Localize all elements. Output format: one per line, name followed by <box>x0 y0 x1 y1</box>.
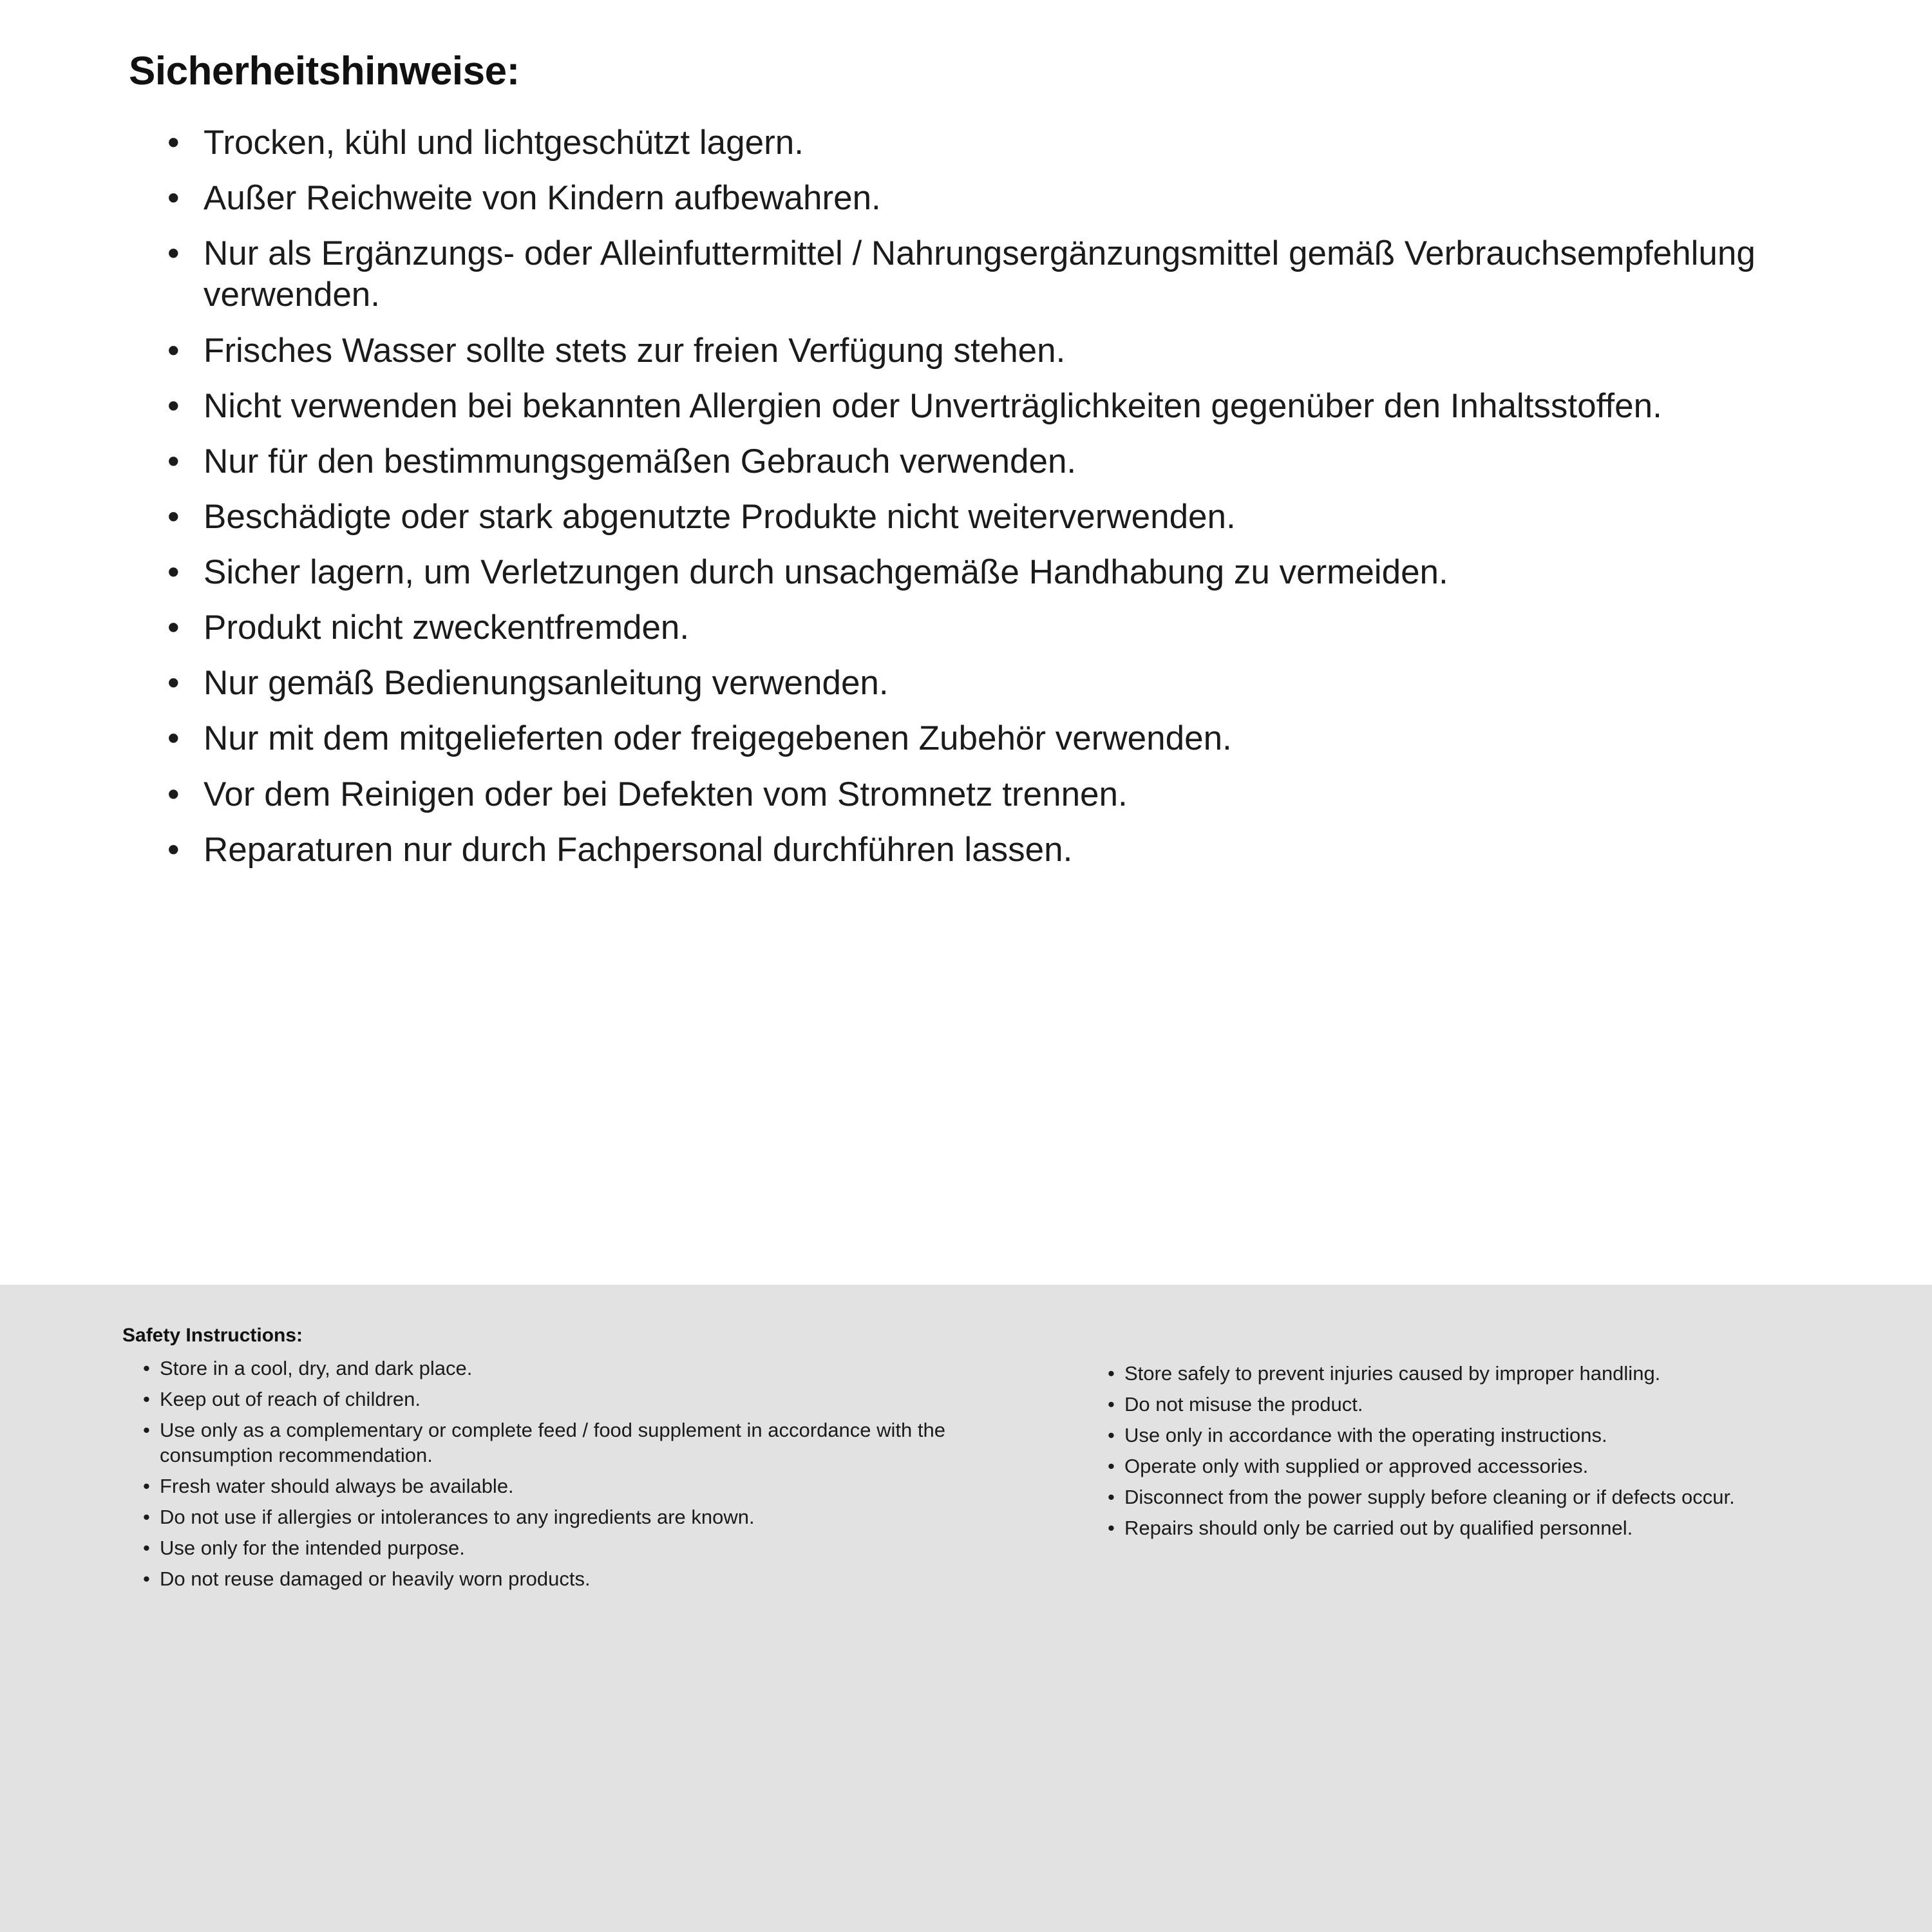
bullet-icon: • <box>167 331 180 370</box>
bullet-icon: • <box>167 664 180 703</box>
bullet-icon: • <box>167 179 180 218</box>
list-item <box>1108 1423 1861 1448</box>
bullet-icon: • <box>143 1475 150 1498</box>
bullet-icon: • <box>1108 1517 1115 1540</box>
list-item-text: Nicht verwenden bei bekannten Allergien oder Unverträglichkeiten gegenüber den Inhaltsstoffen. <box>204 386 1662 425</box>
list-item-text: Use only in accordance with the operating instructions. <box>1124 1424 1607 1447</box>
list-item <box>167 663 1852 704</box>
bullet-icon: • <box>167 830 180 869</box>
list-item <box>143 1566 992 1591</box>
english-safety-list-right <box>1108 1361 1861 1540</box>
list-item-text: Disconnect from the power supply before cleaning or if defects occur. <box>1124 1486 1735 1509</box>
bullet-icon: • <box>143 1357 150 1379</box>
list-item-text: Keep out of reach of children. <box>160 1388 421 1411</box>
bullet-icon: • <box>1108 1393 1115 1416</box>
english-left-column <box>122 1325 992 1597</box>
list-item <box>167 774 1852 815</box>
list-item-text: Vor dem Reinigen oder bei Defekten vom Stromnetz trennen. <box>204 775 1128 813</box>
list-item-text: Do not use if allergies or intolerances to any ingredients are known. <box>160 1506 755 1529</box>
list-item <box>143 1473 992 1499</box>
english-safety-section <box>0 1285 1932 1932</box>
list-item <box>143 1535 992 1560</box>
list-item-text: Frisches Wasser sollte stets zur freien Verfügung stehen. <box>204 331 1066 370</box>
list-item-text: Sicher lagern, um Verletzungen durch unsachgemäße Handhabung zu vermeiden. <box>204 553 1448 591</box>
list-item <box>167 497 1852 538</box>
bullet-icon: • <box>143 1419 150 1442</box>
bullet-icon: • <box>167 553 180 591</box>
list-item-text: Reparaturen nur durch Fachpersonal durchführen lassen. <box>204 830 1073 869</box>
list-item <box>167 386 1852 427</box>
list-item-text: Repairs should only be carried out by qualified personnel. <box>1124 1517 1633 1540</box>
list-item <box>167 607 1852 649</box>
bullet-icon: • <box>1108 1455 1115 1478</box>
list-item <box>1108 1361 1861 1386</box>
bullet-icon: • <box>167 234 180 273</box>
list-item <box>143 1504 992 1530</box>
bullet-icon: • <box>143 1506 150 1529</box>
german-content-wrapper <box>0 48 1932 871</box>
list-item <box>167 441 1852 482</box>
bullet-icon: • <box>143 1537 150 1560</box>
bullet-icon: • <box>167 719 180 758</box>
english-section-title: Safety Instructions: <box>122 1325 303 1346</box>
bullet-icon: • <box>167 609 180 647</box>
list-item-text: Produkt nicht zweckentfremden. <box>204 609 690 647</box>
german-safety-list <box>129 122 1855 871</box>
list-item-text: Do not misuse the product. <box>1124 1393 1363 1416</box>
list-item-text: Fresh water should always be available. <box>160 1475 514 1498</box>
list-item <box>167 122 1852 164</box>
bullet-icon: • <box>167 497 180 536</box>
list-item-text: Nur als Ergänzungs- oder Alleinfuttermittel / Nahrungsergänzungsmittel gemäß Verbrauchsempfehlung verwenden. <box>204 234 1756 314</box>
list-item-text: Store safely to prevent injuries caused by improper handling. <box>1124 1362 1661 1385</box>
list-item <box>1108 1392 1861 1417</box>
list-item-text: Operate only with supplied or approved accessories. <box>1124 1455 1589 1478</box>
list-item <box>167 330 1852 372</box>
list-item-text: Beschädigte oder stark abgenutzte Produkte nicht weiterverwenden. <box>204 497 1236 536</box>
bullet-icon: • <box>167 775 180 813</box>
list-item-text: Use only for the intended purpose. <box>160 1537 465 1560</box>
bullet-icon: • <box>143 1567 150 1591</box>
list-item <box>167 552 1852 593</box>
list-item <box>143 1356 992 1381</box>
list-item <box>1108 1515 1861 1540</box>
list-item <box>167 233 1852 316</box>
list-item <box>167 829 1852 871</box>
german-section-title: Sicherheitshinweise: <box>129 49 520 93</box>
list-item-text: Do not reuse damaged or heavily worn products. <box>160 1567 591 1591</box>
bullet-icon: • <box>143 1388 150 1411</box>
list-item <box>167 718 1852 759</box>
list-item-text: Use only as a complementary or complete feed / food supplement in accordance with the consumption recommendation. <box>160 1419 945 1467</box>
bullet-icon: • <box>1108 1486 1115 1509</box>
bullet-icon: • <box>1108 1424 1115 1447</box>
list-item-text: Außer Reichweite von Kindern aufbewahren. <box>204 179 881 218</box>
list-item <box>1108 1454 1861 1479</box>
list-item-text: Trocken, kühl und lichtgeschützt lagern. <box>204 124 804 162</box>
list-item-text: Nur für den bestimmungsgemäßen Gebrauch verwenden. <box>204 442 1077 480</box>
bullet-icon: • <box>167 124 180 162</box>
bullet-icon: • <box>167 442 180 480</box>
list-item <box>143 1417 992 1468</box>
list-item-text: Nur mit dem mitgelieferten oder freigegebenen Zubehör verwenden. <box>204 719 1232 758</box>
list-item-text: Store in a cool, dry, and dark place. <box>160 1357 473 1379</box>
english-two-column-layout <box>0 1325 1932 1597</box>
bullet-icon: • <box>167 386 180 425</box>
list-item <box>1108 1484 1861 1510</box>
bullet-icon: • <box>1108 1362 1115 1385</box>
list-item <box>143 1387 992 1412</box>
list-item-text: Nur gemäß Bedienungsanleitung verwenden. <box>204 664 889 703</box>
list-item <box>167 178 1852 219</box>
english-safety-list-left <box>122 1356 992 1591</box>
english-right-column <box>992 1325 1861 1546</box>
